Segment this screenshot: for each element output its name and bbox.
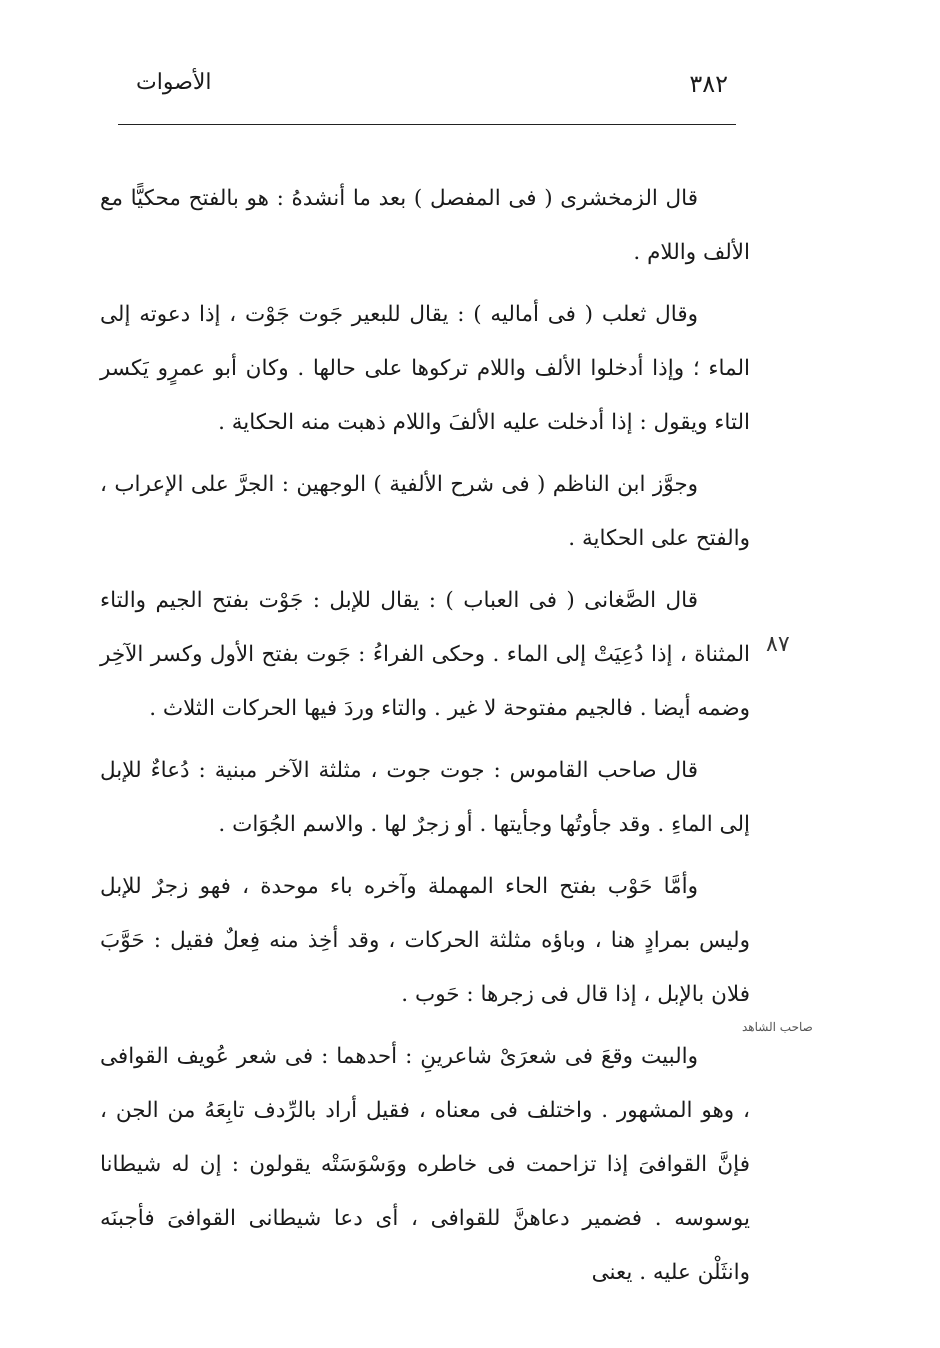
page-number: ٣٨٢ — [689, 70, 728, 98]
header-divider — [118, 124, 736, 125]
paragraph: قال صاحب القاموس : جوت جوت ، مثلثة الآخر مبنية : دُعاءٌ للإبل إلى الماءِ . وقد جأوتُها وجأيتها . أو زجرٌ لها . والاسم الجُوَات . — [100, 758, 750, 837]
page-header — [100, 60, 740, 120]
paragraph: والبيت وقعَ فى شعرَىْ شاعرينِ : أحدهما : فى شعر عُويف القوافى ، وهو المشهور . واختلف فى معناه ، فقيل أراد بالرِّدف تابِعَهُ من الجن ، فإنَّ القوافىَ إذا تزاحمت فى خاطره ووَسْوَسَتْه يقولون : إن له شيطانا يوسوسه . فضمير دعاهنَّ للقوافى ، أى دعا شيطانى القوافىَ فأجبنَه وانثَلْن عليه . يعنى — [100, 1044, 750, 1285]
paragraph: قال الصَّغانى ( فى العباب ) : يقال للإبل : جَوْت بفتح الجيم والتاء المثناة ، إذا دُعِيَتْ إلى الماء . وحكى الفراءُ : جَوت بفتح الأول وكسر الآخِر وضمه أيضا . فالجيم مفتوحة لا غير . والتاء وردَ فيها الحركات الثلاث . — [100, 588, 750, 721]
paragraph: وأمَّا حَوْب بفتح الحاء المهملة وآخره باء موحدة ، فهو زجرٌ للإبل وليس بمرادٍ هنا ، وباؤه مثلثة الحركات ، وقد أخِذ منه فِعلٌ فقيل : حَوَّبَ فلان بالإبل ، إذا قال فى زجرها : حَوب . — [100, 874, 750, 1007]
paragraph: وجوَّز ابن الناظم ( فى شرح الألفية ) الوجهين : الجرَّ على الإعراب ، والفتح على الحكاية . — [100, 472, 750, 551]
paragraph: وقال ثعلب ( فى أماليه ) : يقال للبعير جَوت جَوْت ، إذا دعوته إلى الماء ؛ وإذا أدخلوا الألف واللام تركوها على حالها . وكان أبو عمرٍو يَكسر التاء ويقول : إذا أدخلت عليه الألفَ واللام ذهبت منه الحكاية . — [100, 302, 750, 435]
margin-label: صاحب الشاهد — [742, 1020, 813, 1034]
margin-line-number: ٨٧ — [766, 632, 790, 657]
paragraph: قال الزمخشرى ( فى المفصل ) بعد ما أنشدهُ : هو بالفتح محكيًّا مع الألف واللام . — [100, 186, 750, 265]
body-text — [100, 172, 750, 1308]
running-title: الأصوات — [136, 70, 212, 95]
